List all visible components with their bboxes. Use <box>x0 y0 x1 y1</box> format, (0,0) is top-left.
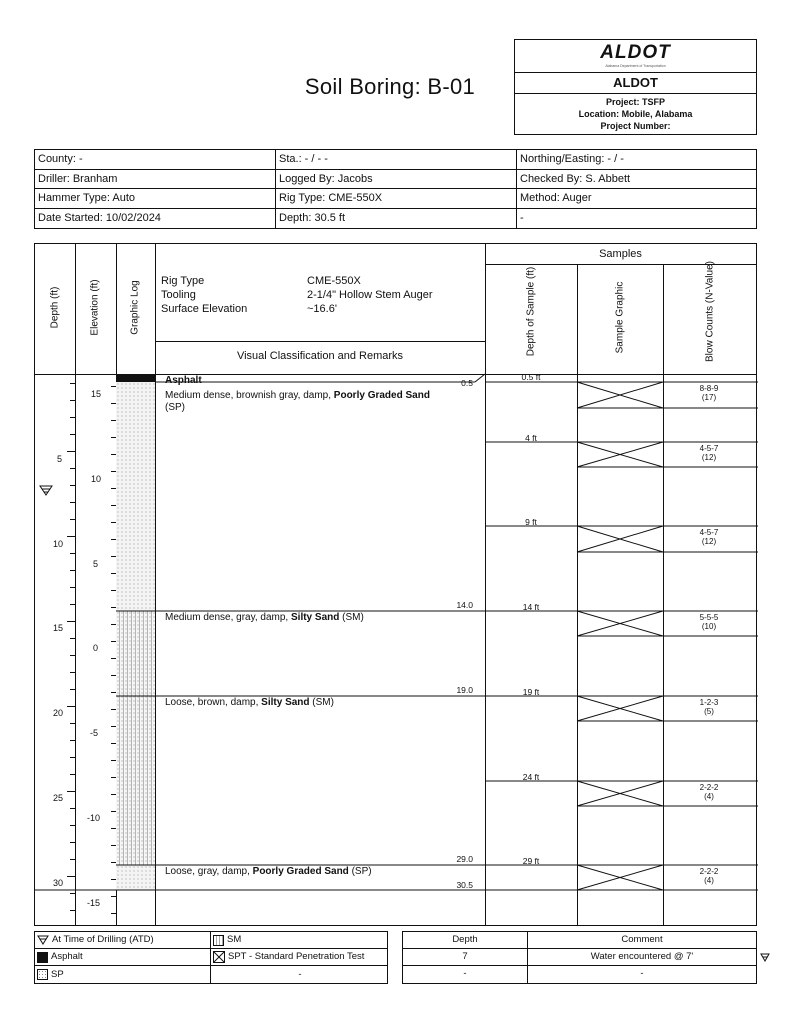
depth-tick <box>67 876 75 877</box>
elevation-tick <box>111 624 116 625</box>
elevation-tick <box>111 522 116 523</box>
elevation-tick <box>111 828 116 829</box>
elevation-tick <box>111 437 116 438</box>
depth-tick <box>70 638 75 639</box>
water-comment: Water encountered @ 7' <box>590 951 694 962</box>
elevation-tick <box>111 913 116 914</box>
elevation-label: -15 <box>87 898 101 908</box>
depth-tick <box>67 451 75 452</box>
depth-tick <box>70 893 75 894</box>
depth-tick <box>70 655 75 656</box>
elevation-tick <box>111 862 116 863</box>
elevation-tick <box>111 454 116 455</box>
layer-bottom-depth: 30.5 <box>456 880 473 890</box>
water-table-row <box>403 949 756 966</box>
depth-tick <box>70 485 75 486</box>
elevation-tick <box>111 539 116 540</box>
depth-tick <box>70 570 75 571</box>
elevation-tick <box>111 760 116 761</box>
elevation-tick <box>111 488 116 489</box>
water-table <box>402 931 757 984</box>
blow-counts-header: Blow Counts (N-Value) <box>704 261 716 362</box>
water-comment: - <box>640 968 644 979</box>
depth-tick <box>70 383 75 384</box>
elevation-tick <box>111 641 116 642</box>
elevation-tick <box>111 607 116 608</box>
elevation-header: Elevation (ft) <box>89 279 101 336</box>
blow-count: 8-8-9 (17) <box>699 384 719 402</box>
elevation-tick <box>111 505 116 506</box>
method: Method: Auger <box>520 192 592 204</box>
depth-of-sample-header: Depth of Sample (ft) <box>525 266 537 357</box>
depth-tick <box>70 553 75 554</box>
depth-tick <box>70 417 75 418</box>
layer-bottom-depth: 0.5 <box>461 378 473 388</box>
tooling-value: 2-1/4" Hollow Stem Auger <box>307 289 433 301</box>
water-depth: - <box>403 966 528 983</box>
visual-classification-header: Visual Classification and Remarks <box>236 350 404 362</box>
legend-asphalt: Asphalt <box>35 949 211 965</box>
elevation-tick <box>111 403 116 404</box>
depth-tick <box>70 400 75 401</box>
layer-bottom-depth: 14.0 <box>456 600 473 610</box>
sample-depth: 4 ft <box>525 433 537 443</box>
project-number: Project Number: <box>600 121 671 131</box>
checked-by: Checked By: S. Abbett <box>520 172 631 185</box>
northing-easting: Northing/Easting: - / - <box>520 153 624 165</box>
layer-bottom-depth: 29.0 <box>456 854 473 864</box>
depth-tick <box>70 859 75 860</box>
depth-tick <box>70 825 75 826</box>
elevation-tick <box>111 658 116 659</box>
elevation-tick <box>111 692 116 693</box>
agency-logo: ALDOT <box>600 42 671 63</box>
graphic-log-header: Graphic Log <box>129 280 141 335</box>
elevation-tick <box>111 675 116 676</box>
depth-header: Depth (ft) <box>49 286 61 329</box>
water-depth-header: Depth <box>403 932 528 948</box>
agency-box <box>514 39 757 135</box>
asphalt-swatch-icon <box>37 952 48 963</box>
elevation-label: 10 <box>91 474 102 484</box>
surface-elevation-value: ~16.6' <box>307 303 337 315</box>
legend-spt: SPT - Standard Penetration Test <box>211 949 387 965</box>
depth-label: 10 <box>53 539 64 549</box>
elevation-tick <box>111 743 116 744</box>
depth-tick <box>70 519 75 520</box>
elevation-tick <box>111 590 116 591</box>
depth-tick <box>70 502 75 503</box>
agency-logo-subtitle: Alabama Department of Transportation <box>605 64 666 68</box>
depth-tick <box>70 842 75 843</box>
total-depth: Depth: 30.5 ft <box>276 209 517 229</box>
elevation-tick <box>111 879 116 880</box>
elevation-tick <box>111 556 116 557</box>
date-started: Date Started: 10/02/2024 <box>35 209 276 229</box>
depth-tick <box>70 434 75 435</box>
elevation-tick <box>111 726 116 727</box>
info-row <box>35 189 756 209</box>
depth-tick <box>67 791 75 792</box>
depth-tick <box>67 536 75 537</box>
elevation-tick <box>111 471 116 472</box>
legend-row <box>35 932 387 949</box>
depth-tick <box>70 808 75 809</box>
blow-count: 1-2-3 (5) <box>699 698 719 716</box>
elevation-tick <box>111 709 116 710</box>
sample-depth: 14 ft <box>522 602 540 612</box>
rig-type-value: CME-550X <box>307 275 361 287</box>
info-row <box>35 170 756 190</box>
layer-description-asphalt: Asphalt <box>165 375 202 386</box>
elevation-label: 5 <box>93 559 99 569</box>
agency-name: ALDOT <box>515 72 756 94</box>
elevation-tick <box>111 573 116 574</box>
hammer-type: Hammer Type: Auto <box>35 189 276 208</box>
depth-tick <box>67 621 75 622</box>
legend-sm: SM <box>211 932 387 948</box>
boring-log <box>34 243 757 926</box>
logged-by: Logged By: Jacobs <box>276 170 517 189</box>
depth-tick <box>70 468 75 469</box>
layer-description: Medium dense, brownish gray, damp, Poorly Graded Sand (SP) <box>165 390 430 413</box>
samples-header: Samples <box>599 248 642 260</box>
sample-depth: 24 ft <box>522 772 540 782</box>
depth-tick <box>70 723 75 724</box>
legend-row <box>35 966 387 983</box>
sample-depth: 19 ft <box>522 687 540 697</box>
depth-tick <box>70 689 75 690</box>
elevation-tick <box>111 386 116 387</box>
sample-intervals <box>35 244 758 927</box>
water-depth: 7 <box>403 949 528 965</box>
blow-count: 5-5-5 (10) <box>699 613 719 631</box>
water-table-icon <box>760 953 770 962</box>
depth-label: 5 <box>57 454 63 464</box>
layer-description: Loose, gray, damp, Poorly Graded Sand (SP) <box>165 866 372 877</box>
legend-atd: At Time of Drilling (ATD) <box>35 932 211 948</box>
blow-count: 2-2-2 (4) <box>699 783 719 801</box>
sp-swatch-icon <box>37 969 48 980</box>
legend <box>34 931 388 984</box>
sample-depth: 0.5 ft <box>521 372 541 382</box>
depth-label: 15 <box>53 623 64 633</box>
depth-label: 20 <box>53 708 64 718</box>
project-name: Project: TSFP <box>605 97 665 107</box>
tooling-label: Tooling <box>161 289 196 301</box>
legend-sp: SP <box>35 966 211 983</box>
station: Sta.: - / - - <box>276 150 517 169</box>
elevation-tick <box>111 794 116 795</box>
elevation-label: -10 <box>87 813 101 823</box>
elevation-tick <box>111 420 116 421</box>
water-table-icon <box>37 935 49 946</box>
sample-depth: 29 ft <box>522 856 540 866</box>
blow-count: 2-2-2 (4) <box>699 867 719 885</box>
rig-type: Rig Type: CME-550X <box>276 189 517 208</box>
depth-tick <box>67 706 75 707</box>
project-info <box>515 96 756 132</box>
elevation-tick <box>111 811 116 812</box>
depth-tick <box>70 774 75 775</box>
layer-description: Medium dense, gray, damp, Silty Sand (SM) <box>165 612 364 623</box>
page-title: Soil Boring: B-01 <box>304 74 476 99</box>
info-blank: - <box>520 211 524 224</box>
info-row <box>35 150 756 170</box>
legend-blank: - <box>298 968 302 980</box>
layer-bottom-depth: 19.0 <box>456 685 473 695</box>
blow-count: 4-5-7 (12) <box>699 444 719 462</box>
rig-type-label: Rig Type <box>161 275 205 287</box>
county: County: - <box>35 150 276 169</box>
water-comment-header: Comment <box>621 934 663 945</box>
depth-label: 30 <box>53 878 64 888</box>
surface-elevation-label: Surface Elevation <box>161 303 248 315</box>
depth-tick <box>70 757 75 758</box>
water-table-header <box>403 932 756 949</box>
depth-tick <box>70 740 75 741</box>
project-location: Location: Mobile, Alabama <box>578 109 693 119</box>
boring-info-table <box>34 149 757 229</box>
depth-tick <box>70 910 75 911</box>
elevation-tick <box>111 777 116 778</box>
spt-sample-icon <box>213 951 225 963</box>
sm-swatch-icon <box>213 935 224 946</box>
elevation-tick <box>111 896 116 897</box>
elevation-label: 0 <box>93 643 99 653</box>
blow-count: 4-5-7 (12) <box>699 528 719 546</box>
depth-tick <box>70 604 75 605</box>
sample-depth: 9 ft <box>525 517 537 527</box>
depth-tick <box>70 672 75 673</box>
info-row <box>35 209 756 229</box>
water-table-row <box>403 966 756 983</box>
depth-tick <box>70 587 75 588</box>
sample-graphic-header: Sample Graphic <box>614 281 626 354</box>
elevation-tick <box>111 845 116 846</box>
layer-description: Loose, brown, damp, Silty Sand (SM) <box>165 697 334 708</box>
elevation-label: 15 <box>91 389 102 399</box>
elevation-label: -5 <box>90 728 99 738</box>
driller: Driller: Branham <box>35 170 276 189</box>
legend-row <box>35 949 387 966</box>
depth-label: 25 <box>53 793 64 803</box>
